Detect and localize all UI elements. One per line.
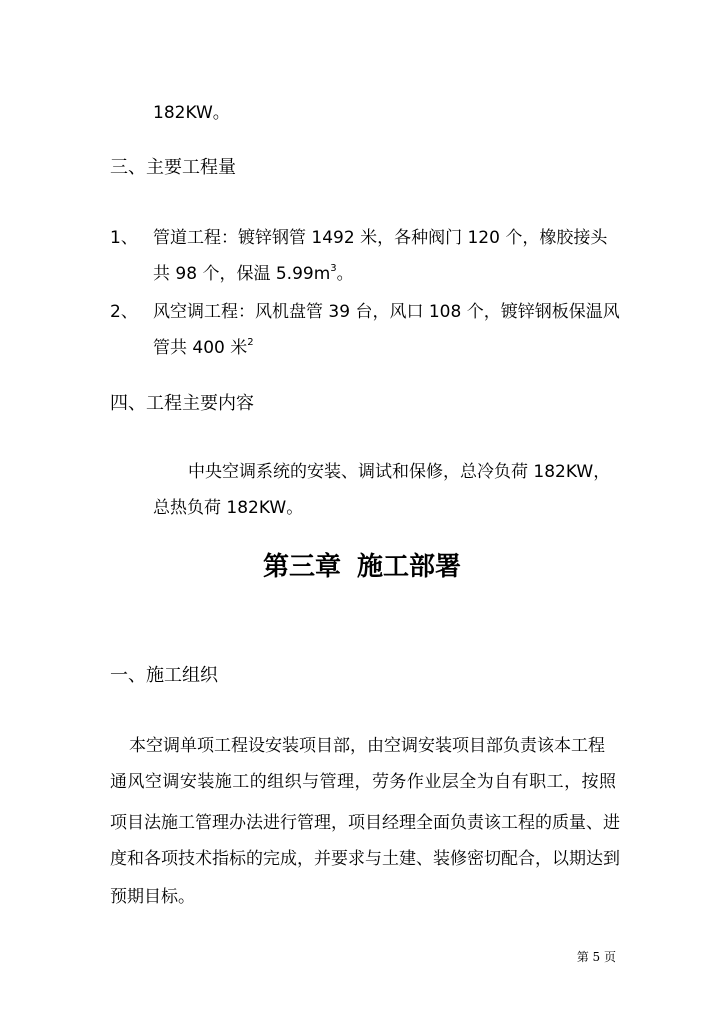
- superscript: 3: [330, 263, 337, 275]
- page-number: 第 5 页: [576, 950, 616, 964]
- list-item-text-continued: [153, 263, 354, 285]
- paragraph-line: 中央空调系统的安装、调试和保修，总冷负荷 182KW，: [188, 462, 611, 482]
- continuation-text: 182KW。: [153, 103, 230, 123]
- section-heading-main-content: 四、工程主要内容: [110, 393, 254, 414]
- paragraph-line: 预期目标。: [110, 887, 195, 907]
- paragraph-line: 度和各项技术指标的完成，并要求与土建、装修密切配合，以期达到: [110, 849, 620, 869]
- list-item-text-continued: [153, 337, 254, 359]
- superscript: 2: [247, 337, 254, 349]
- section-heading-main-quantities: 三、主要工程量: [110, 157, 236, 178]
- section-heading-organization: 一、施工组织: [110, 665, 218, 686]
- paragraph-line: 项目法施工管理办法进行管理，项目经理全面负责该工程的质量、进: [110, 813, 620, 833]
- chapter-name: 施工部署: [357, 552, 462, 582]
- paragraph-line: 通风空调安装施工的组织与管理，劳务作业层全为自有职工，按照: [110, 772, 616, 792]
- list-item-text-part: 共 98 个，保温 5.99m: [153, 264, 331, 284]
- list-item-text: 风空调工程：风机盘管 39 台，风口 108 个，镀锌钢板保温风: [153, 302, 620, 322]
- list-item-text: 管道工程：镀锌钢管 1492 米，各种阀门 120 个，橡胶接头: [153, 228, 608, 248]
- list-item-number: 2、: [110, 302, 138, 322]
- list-item-text-part: 管共 400 米: [153, 338, 248, 358]
- chapter-number: 第三章: [262, 552, 341, 582]
- list-item-text-part: 。: [336, 264, 354, 284]
- chapter-title: [0, 550, 724, 584]
- paragraph-line: 本空调单项工程设安装项目部，由空调安装项目部负责该本工程: [129, 736, 605, 756]
- list-item-number: 1、: [110, 228, 138, 248]
- paragraph-line: 总热负荷 182KW。: [153, 498, 304, 518]
